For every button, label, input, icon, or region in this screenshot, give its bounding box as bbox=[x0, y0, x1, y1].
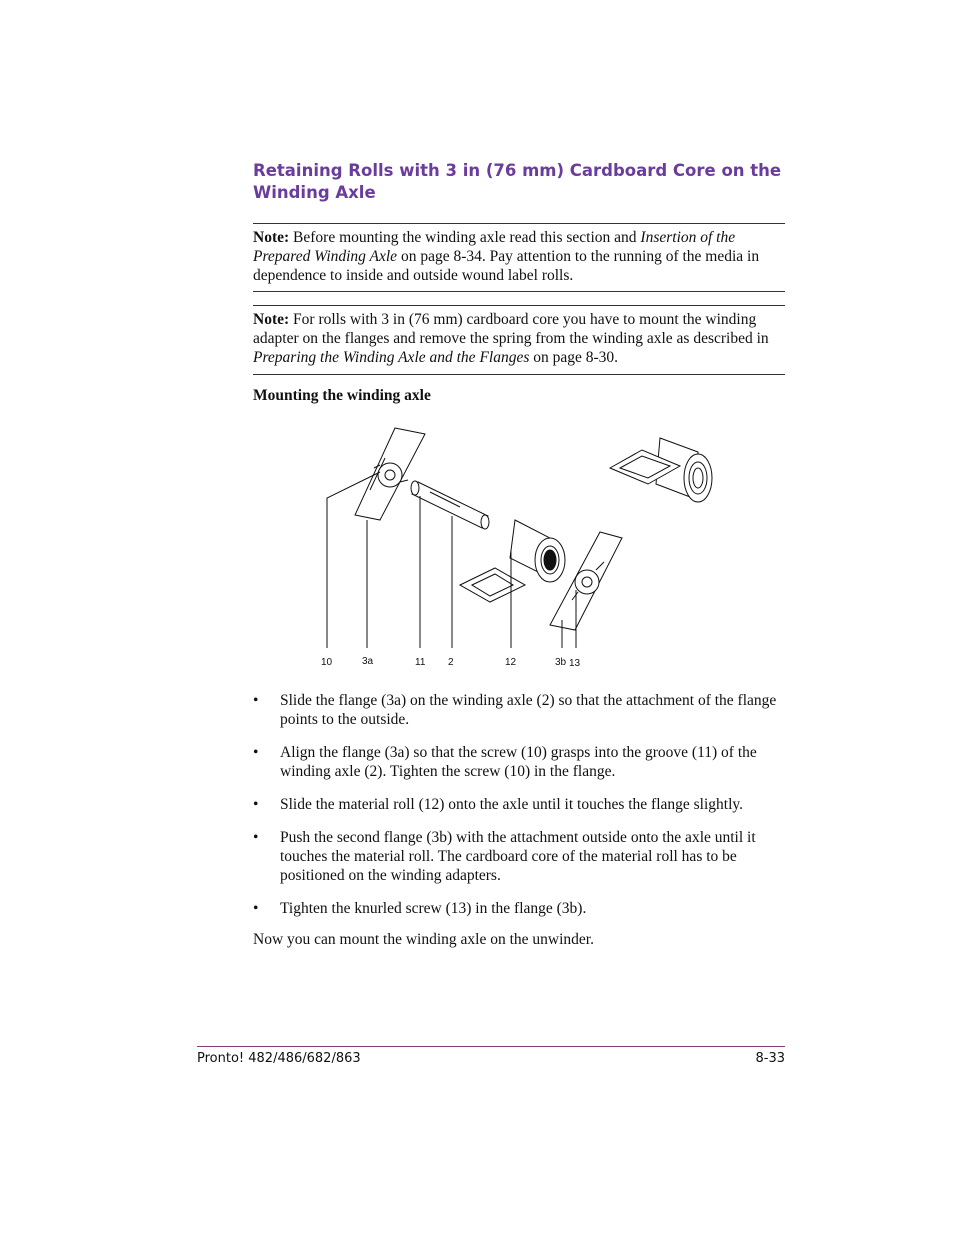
bullet: • bbox=[253, 900, 259, 917]
step-text: Push the second flange (3b) with the attachment outside onto the axle until it touches the material roll. The cardboard core of the material roll has to be positioned on the winding adapters. bbox=[280, 829, 756, 884]
list-item bbox=[253, 691, 793, 729]
list-item bbox=[253, 828, 793, 885]
footer-product: Pronto! 482/486/682/863 bbox=[197, 1051, 361, 1066]
note-text: Before mounting the winding axle read this section and bbox=[289, 229, 641, 246]
list-item bbox=[253, 899, 793, 918]
winding-axle-drawing bbox=[411, 481, 489, 529]
note-label: Note: bbox=[253, 229, 290, 246]
closing-text: Now you can mount the winding axle on the unwinder. bbox=[253, 931, 594, 948]
subheading: Mounting the winding axle bbox=[253, 387, 431, 404]
callout-label-3b: 3b bbox=[555, 657, 567, 668]
footer-page-number: 8-33 bbox=[755, 1051, 785, 1066]
list-item bbox=[253, 795, 793, 814]
note-divider-rule bbox=[253, 291, 785, 292]
step-text: Slide the material roll (12) onto the axle until it touches the flange slightly. bbox=[280, 796, 744, 813]
bullet: • bbox=[253, 744, 259, 761]
note-text: For rolls with 3 in (76 mm) cardboard core you have to mount the winding adapter on the flanges and remove the spring from the winding axle as described in bbox=[253, 311, 769, 347]
bullet: • bbox=[253, 692, 259, 709]
winding-axle-illustration bbox=[300, 420, 730, 680]
label-roll-drawing bbox=[610, 438, 712, 502]
callout-label-2: 2 bbox=[448, 657, 454, 668]
note-text: on page 8-30. bbox=[529, 349, 619, 366]
callout-label-12: 12 bbox=[505, 657, 517, 668]
note-before-mounting bbox=[253, 228, 787, 285]
note-reference: Insertion of the Prepared Winding Axle bbox=[253, 229, 736, 265]
note-label: Note: bbox=[253, 311, 290, 328]
flange-3a-drawing bbox=[355, 428, 425, 520]
step-text: Align the flange (3a) so that the screw (10) grasps into the groove (11) of the winding axle (2). Tighten the screw (10) in the flange. bbox=[280, 744, 757, 780]
callout-label-13: 13 bbox=[569, 658, 581, 669]
callout-label-3a: 3a bbox=[362, 656, 374, 667]
section-heading: Retaining Rolls with 3 in (76 mm) Cardboard Core on the Winding Axle bbox=[253, 161, 782, 202]
note-top-rule bbox=[253, 223, 785, 224]
step-text: Tighten the knurled screw (13) in the flange (3b). bbox=[280, 900, 587, 917]
note-reference: Preparing the Winding Axle and the Flanges bbox=[253, 349, 530, 366]
bullet: • bbox=[253, 829, 259, 846]
note-cardboard-core bbox=[253, 310, 787, 367]
note-text: on page 8-34. Pay attention to the running of the media in dependence to inside and outside wound label rolls. bbox=[253, 248, 760, 284]
callout-label-10: 10 bbox=[321, 657, 333, 668]
callout-label-11: 11 bbox=[415, 657, 426, 668]
note-bottom-rule bbox=[253, 374, 785, 375]
steps-list bbox=[253, 691, 793, 932]
footer-rule bbox=[197, 1046, 785, 1047]
material-roll-drawing bbox=[460, 520, 565, 602]
note-top-rule bbox=[253, 305, 785, 306]
list-item bbox=[253, 743, 793, 781]
step-text: Slide the flange (3a) on the winding axle (2) so that the attachment of the flange points to the outside. bbox=[280, 692, 777, 728]
bullet: • bbox=[253, 796, 259, 813]
